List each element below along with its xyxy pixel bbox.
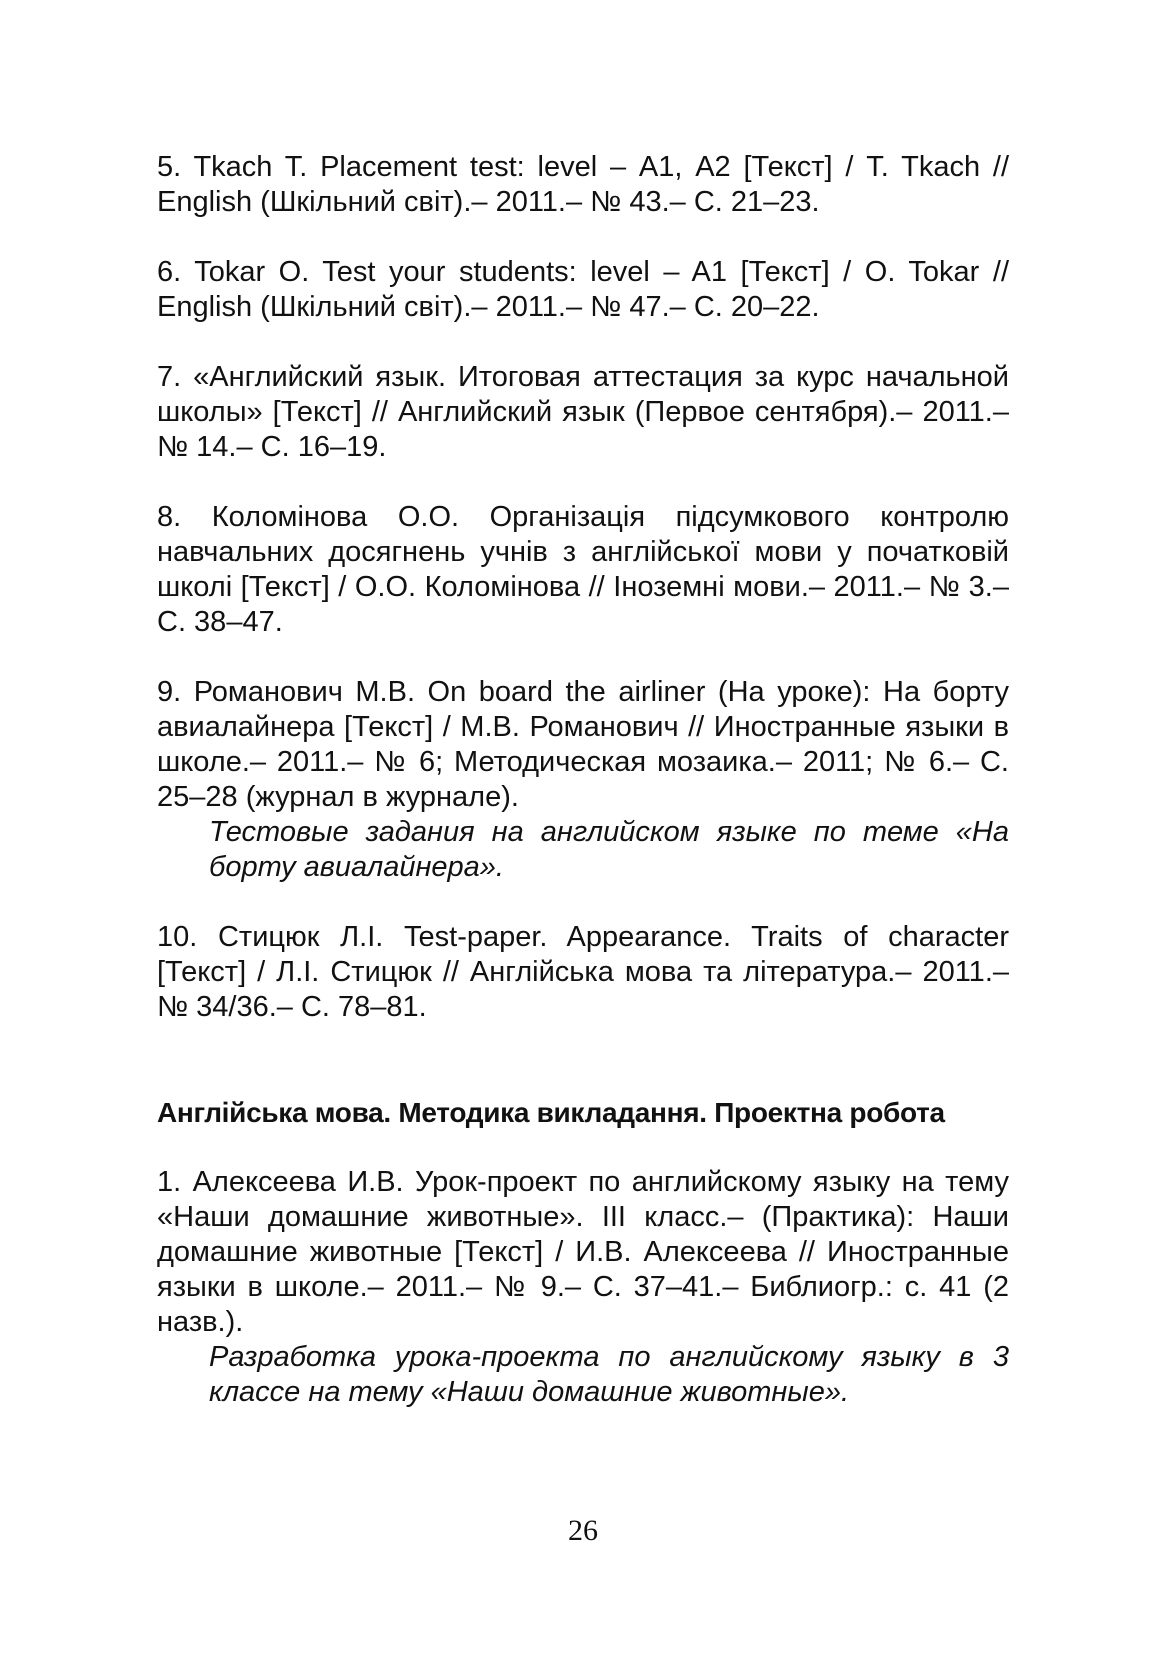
document-page-body — [157, 150, 1009, 1445]
bibliography-entry-9 — [157, 675, 1009, 885]
entry-annotation: Разработка урока-проекта по английскому языку в 3 классе на тему «Наши домашние животные». — [209, 1341, 1009, 1408]
bibliography-entry-8 — [157, 500, 1009, 640]
section-heading: Англійська мова. Методика викладання. Проектна робота — [157, 1097, 945, 1128]
bibliography-entry-1 — [157, 1165, 1009, 1410]
entry-text: 6. Tokar O. Test your students: level – A1 [Текст] / O. Tokar // English (Шкільний світ).– 2011.– № 47.– С. 20–22. — [157, 256, 1009, 323]
entry-text: 5. Tkach T. Placement test: level – А1, А2 [Текст] / T. Tkach // English (Шкільний світ).– 2011.– № 43.– С. 21–23. — [157, 151, 1009, 218]
page-number: 26 — [568, 1514, 598, 1547]
bibliography-entry-6 — [157, 255, 1009, 325]
entry-text: 7. «Английский язык. Итоговая аттестация за курс начальной школы» [Текст] // Английский язык (Первое сентября).– 2011.– № 14.– С. 16–19. — [157, 361, 1009, 463]
entry-text: 1. Алексеева И.В. Урок-проект по английскому языку на тему «Наши домашние животные». III класс.– (Практика): Наши домашние животные [Текст] / И.В. Алексеева // Иностранные языки в школе.– 2011.– № 9.– С. 37–41.– Библиогр.: с. 41 (2 назв.). — [157, 1166, 1009, 1338]
entry-text: 10. Стицюк Л.І. Test-paper. Appearance. Traits of character [Текст] / Л.І. Стицюк // Англійська мова та література.– 2011.– № 34/36.– С. 78–81. — [157, 921, 1009, 1023]
bibliography-entry-7 — [157, 360, 1009, 465]
entry-text: 9. Романович М.В. On board the airliner (На уроке): На борту авиалайнера [Текст] / М.В. Романович // Иностранные языки в школе.– 2011.– № 6; Методическая мозаика.– 2011; № 6.– С. 25–28 (журнал в журнале). — [157, 676, 1009, 813]
bibliography-entry-5 — [157, 150, 1009, 220]
entry-annotation: Тестовые задания на английском языке по теме «На борту авиалайнера». — [209, 816, 1009, 883]
entry-text: 8. Коломінова О.О. Організація підсумкового контролю навчальних досягнень учнів з англійської мови у початковій школі [Текст] / О.О. Коломінова // Іноземні мови.– 2011.– № 3.– С. 38–47. — [157, 501, 1009, 638]
bibliography-entry-10 — [157, 920, 1009, 1025]
